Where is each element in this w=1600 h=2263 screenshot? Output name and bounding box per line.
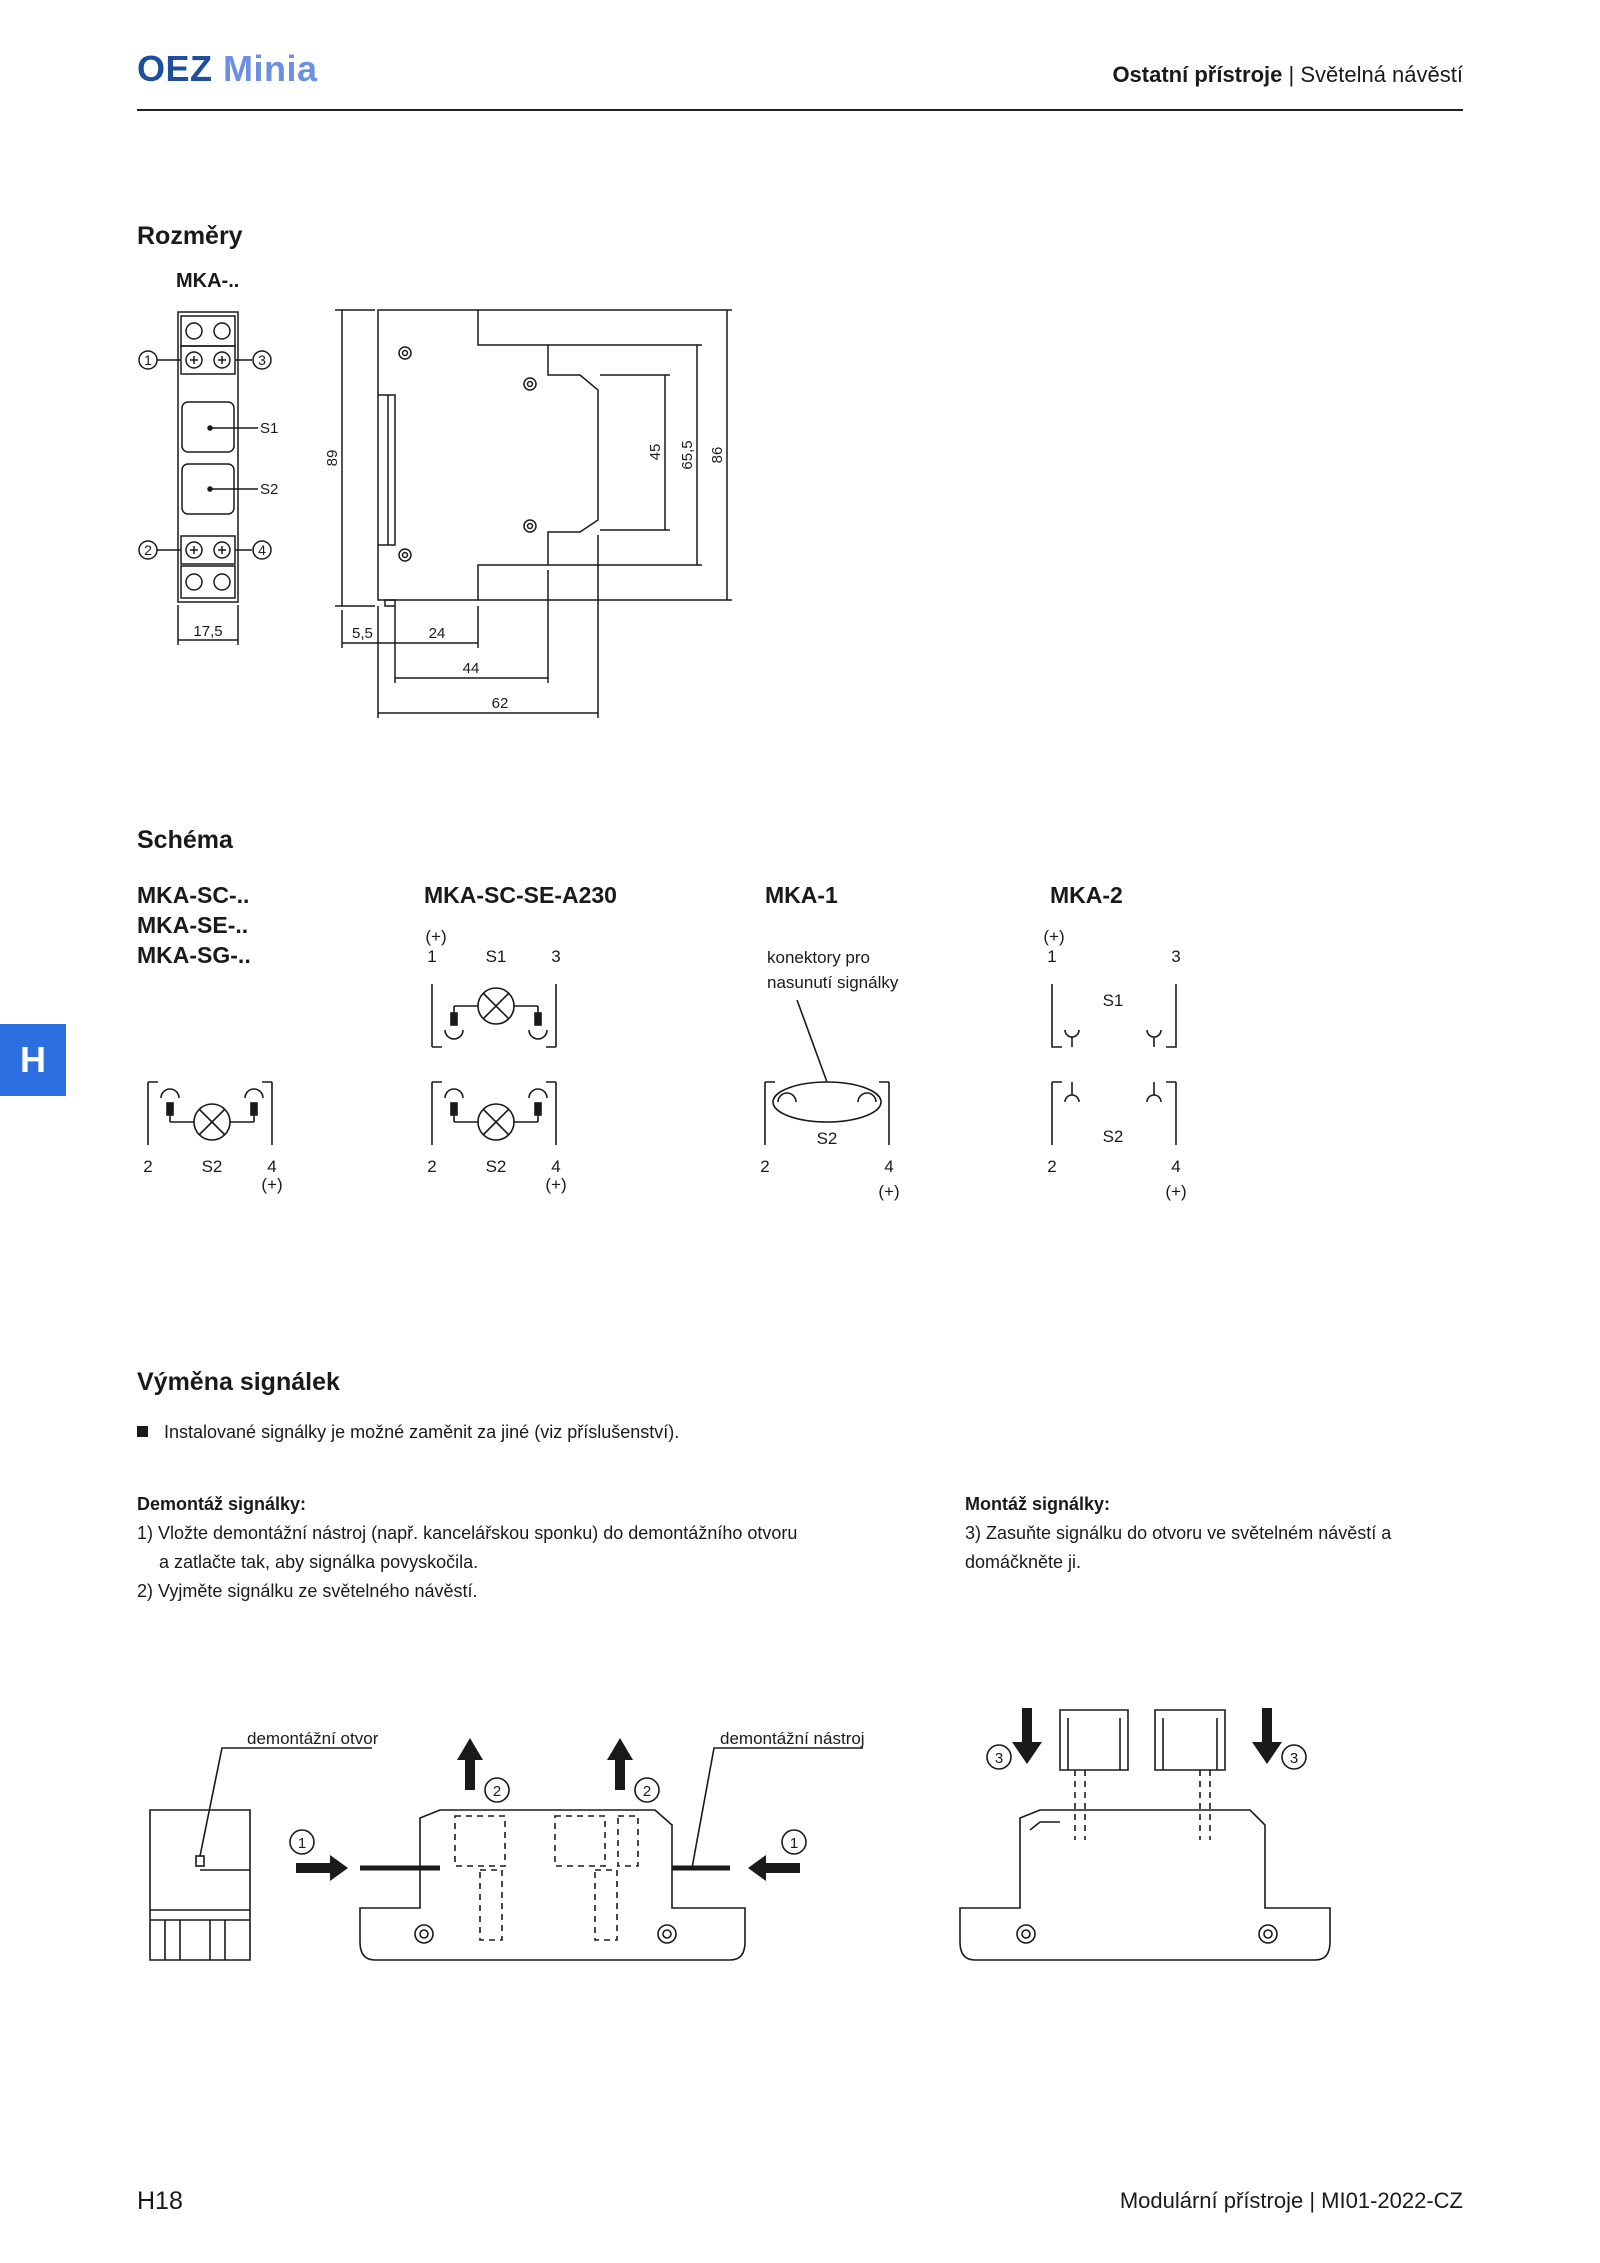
arrow-up-icon-2 [607, 1738, 633, 1790]
dismount-line2: a zatlačte tak, aby signálka povyskočila. [159, 1552, 479, 1572]
mount-line1: 3) Zasuňte signálku do otvoru ve světelném návěstí a domáčkněte ji. [965, 1523, 1392, 1572]
arrow-down-icon [1012, 1708, 1042, 1764]
c4-plus: (+) [1165, 1182, 1187, 1201]
schema-col2-model: MKA-SC-SE-A230 [424, 882, 617, 908]
logo-oez: OEZ [137, 48, 213, 89]
header-separator: | [1288, 62, 1295, 87]
dim-65-5: 65,5 [679, 440, 696, 470]
schema-heading: Schéma [137, 826, 233, 854]
step3-left: 3 [994, 1750, 1004, 1767]
dim-89: 89 [324, 449, 341, 467]
logo-minia: Minia [223, 48, 318, 89]
arrow-left-icon [748, 1855, 800, 1881]
c3-s2: S2 [816, 1129, 838, 1148]
dismount-title: Demontáž signálky: [137, 1494, 307, 1514]
c4-s1: S1 [1102, 991, 1124, 1010]
dim-86: 86 [709, 446, 726, 464]
dimensions-heading: Rozměry [137, 222, 243, 250]
c2-plus: (+) [545, 1175, 567, 1194]
switch-s1-label: S1 [260, 420, 279, 437]
c4-t4: 4 [1171, 1157, 1181, 1176]
dismount-line3: 2) Vyjměte signálku ze světelného návěstí. [137, 1581, 478, 1601]
c2-t3: 3 [551, 947, 561, 966]
catalog-info: Modulární přístroje | MI01-2022-CZ [1119, 2188, 1463, 2213]
step1-right: 1 [789, 1835, 799, 1852]
step2-right: 2 [642, 1783, 652, 1800]
model-sg: MKA-SG-.. [137, 942, 251, 968]
side-tab-H: H [0, 1024, 66, 1096]
page-number: H18 [137, 2187, 183, 2215]
label-tool: demontážní nástroj [720, 1729, 865, 1748]
c2-plus-top: (+) [425, 927, 447, 946]
terminal-3-label: 3 [258, 352, 266, 368]
c2-t4: 4 [551, 1157, 561, 1176]
arrow-right-icon [296, 1855, 348, 1881]
arrow-down-icon-2 [1252, 1708, 1282, 1764]
c3-t2: 2 [760, 1157, 770, 1176]
step1-left: 1 [297, 1835, 307, 1852]
c3-plus: (+) [878, 1182, 900, 1201]
replacement-heading: Výměna signálek [137, 1368, 340, 1396]
c2-s2: S2 [485, 1157, 507, 1176]
c3-t4: 4 [884, 1157, 894, 1176]
c2-s1: S1 [485, 947, 507, 966]
arrow-up-icon [457, 1738, 483, 1790]
schema-col4-model: MKA-2 [1050, 882, 1123, 908]
c1-plus: (+) [261, 1175, 283, 1194]
terminal-4-label: 4 [258, 542, 266, 558]
header-section-bold: Ostatní přístroje [1112, 62, 1283, 87]
c4-t3: 3 [1171, 947, 1181, 966]
terminal-2-label: 2 [144, 542, 152, 558]
c4-t2: 2 [1047, 1157, 1057, 1176]
step2-left: 2 [492, 1783, 502, 1800]
c1-s2: S2 [201, 1157, 223, 1176]
c4-t1: 1 [1047, 947, 1057, 966]
c2-t2: 2 [427, 1157, 437, 1176]
c4-plus-top: (+) [1043, 927, 1065, 946]
dim-17-5: 17,5 [193, 623, 223, 640]
step3-right: 3 [1289, 1750, 1299, 1767]
c1-t2: 2 [143, 1157, 153, 1176]
dismount-line1: 1) Vložte demontážní nástroj (např. kancelářskou sponku) do demontážního otvoru [137, 1523, 798, 1543]
c4-s2: S2 [1102, 1127, 1124, 1146]
label-hole: demontážní otvor [247, 1729, 379, 1748]
model-sc: MKA-SC-.. [137, 882, 250, 908]
c1-t4: 4 [267, 1157, 277, 1176]
header-section-normal: Světelná návěstí [1300, 62, 1463, 87]
dimensions-model: MKA-.. [176, 270, 240, 292]
dim-45: 45 [647, 443, 664, 461]
dim-62: 62 [491, 695, 509, 712]
dim-44: 44 [462, 660, 480, 677]
switch-s2-label: S2 [260, 481, 279, 498]
dim-24: 24 [428, 625, 446, 642]
model-se: MKA-SE-.. [137, 912, 249, 938]
c3-note2: nasunutí signálky [767, 973, 899, 992]
terminal-1-label: 1 [144, 352, 152, 368]
c2-t1: 1 [427, 947, 437, 966]
c3-note1: konektory pro [767, 948, 870, 967]
dim-5-5: 5,5 [352, 625, 373, 642]
schema-col3-model: MKA-1 [765, 882, 838, 908]
mount-title: Montáž signálky: [965, 1494, 1111, 1514]
bullet-text: Instalované signálky je možné zaměnit za jiné (viz příslušenství). [164, 1422, 680, 1442]
